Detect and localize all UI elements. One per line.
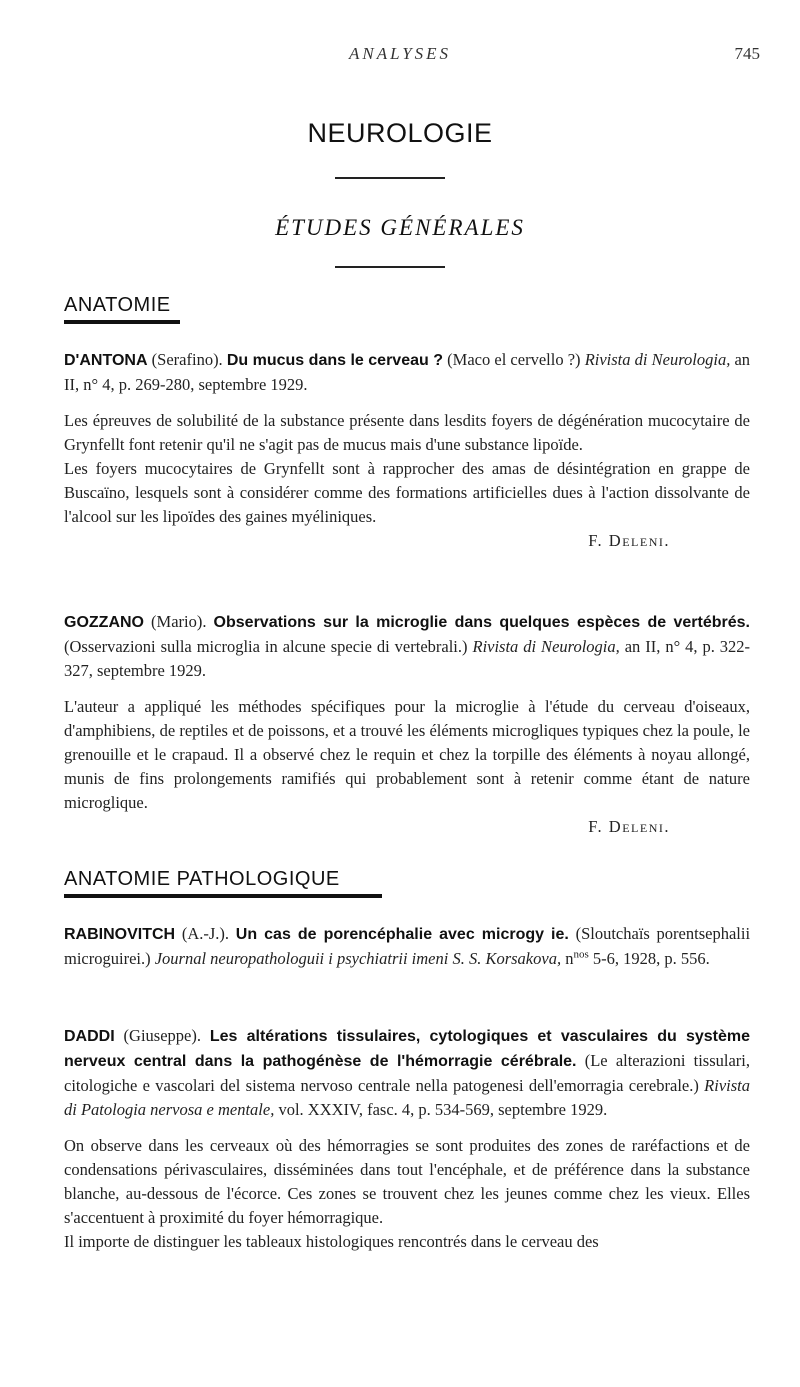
author-first-name: (Mario). — [151, 612, 207, 631]
entry-heading — [64, 1024, 750, 1122]
citation: an II, n° 4, p. 269-280, septembre 1929. — [64, 350, 751, 394]
citation: an II, n° 4, p. 322-327, septembre 1929. — [64, 637, 751, 680]
reviewer-signature: F. Deleni. — [588, 531, 670, 550]
abstract-paragraph: On observe dans les cerveaux où des hémorragies se sont produites des zones de raréfactions et de condensations périvasculaires, disséminées dans tout l'encéphale, et de préférence dans la substance blanche, au-dessous de l'écorce. Ces zones se trouvent chez les jeunes comme chez les vieux. Elles s'accentuent à proximité du foyer hémorragique. — [64, 1136, 750, 1227]
citation: vol. XXXIV, fasc. 4, p. 534-569, septembre 1929. — [278, 1100, 608, 1119]
running-head: ANALYSES — [348, 44, 452, 63]
issue-number-label: $n^{nos}$ — [565, 948, 589, 968]
journal-name: Rivista di Patologia nervosa e mentale, — [64, 1076, 750, 1119]
journal-name: Rivista di Neurologia, — [584, 350, 731, 369]
section-heading-anatomie-pathologique: ANATOMIE PATHOLOGIQUE — [64, 868, 340, 890]
author-name: DADDI — [64, 1028, 115, 1045]
section-rule-anatomie-pathologique — [64, 894, 382, 898]
section-rule-anatomie — [64, 320, 180, 324]
original-title: (Sloutchaïs porentsephalii microguirei.) — [64, 924, 751, 968]
journal-name: Rivista di Neurologia, — [472, 637, 620, 656]
author-name: RABINOVITCH — [64, 926, 176, 943]
section-heading-anatomie: ANATOMIE — [64, 294, 171, 316]
abstract-paragraph: L'auteur a appliqué les méthodes spécifiques pour la microglie à l'étude du cerveau d'oiseaux, d'amphibiens, de reptiles et de poissons, et a trouvé les éléments microgliques typiques chez la poule, le grenouille et le crapaud. Il a observé chez le requin et chez la torpille des éléments à noyau allongé, munis de fins prolongements ramifiés qui probablement sont à retenir comme étant de nature microglique. — [64, 697, 750, 812]
entry-gozzano — [64, 610, 750, 839]
entry-daddi — [64, 1024, 750, 1254]
entry-rabinovitch — [64, 922, 750, 971]
issue-number-superscript: nos — [573, 948, 589, 961]
author-name: D'ANTONA — [64, 352, 148, 369]
main-title: NEUROLOGIE — [307, 118, 493, 148]
title-rule — [335, 177, 445, 179]
article-title: Les altérations tissulaires, cytologiques et vasculaires du système nerveux central dans la pathogénèse de l'hémorragie cérébrale. — [64, 1028, 750, 1070]
page-number: 745 — [734, 44, 760, 63]
subtitle-rule — [335, 266, 445, 268]
article-title: Observations sur la microglie dans quelques espèces de vertébrés. — [213, 614, 750, 631]
original-title: (Le alterazioni tissulari, citologiche e vascolari del sistema nervoso centrale nella patogenesi dell'emorragia cerebrale.) — [64, 1051, 751, 1095]
entry-heading — [64, 348, 750, 397]
author-first-name: (A.-J.). — [181, 924, 230, 943]
entry-heading — [64, 922, 750, 971]
abstract-paragraph: Les foyers mucocytaires de Grynfellt sont à rapprocher des amas de désintégration en grappe de Buscaïno, lesquels sont à considérer comme des formations artificielles dues à l'action dissolvante de l'alcool sur les lipoïdes des gaines myéliniques. — [64, 459, 750, 526]
entry-dantona — [64, 348, 750, 553]
journal-name: Journal neuropathologuii i psychiatrii imeni S. S. Korsakova, — [154, 949, 562, 968]
abstract-paragraph: Les épreuves de solubilité de la substance présente dans lesdits foyers de dégénération mucocytaire de Grynfellt font retenir qu'il ne s'agit pas de mucus mais d'une substance lipoïde. — [64, 411, 750, 454]
article-title: Un cas de porencéphalie avec microgy ie. — [235, 926, 569, 943]
subtitle: ÉTUDES GÉNÉRALES — [275, 215, 525, 240]
author-name: GOZZANO — [64, 614, 144, 631]
abstract-paragraph: Il importe de distinguer les tableaux histologiques rencontrés dans le cerveau des — [64, 1232, 599, 1251]
entry-heading — [64, 610, 750, 683]
author-first-name: (Giuseppe). — [123, 1026, 201, 1045]
original-title: (Osservazioni sulla microglia in alcune specie di vertebrali.) — [64, 637, 468, 656]
reviewer-signature: F. Deleni. — [588, 817, 670, 836]
citation: 5-6, 1928, p. 556. — [592, 949, 710, 968]
author-first-name: (Serafino). — [151, 350, 223, 369]
article-title: Du mucus dans le cerveau ? — [226, 352, 444, 369]
original-title: (Maco el cervello ?) — [447, 350, 581, 369]
